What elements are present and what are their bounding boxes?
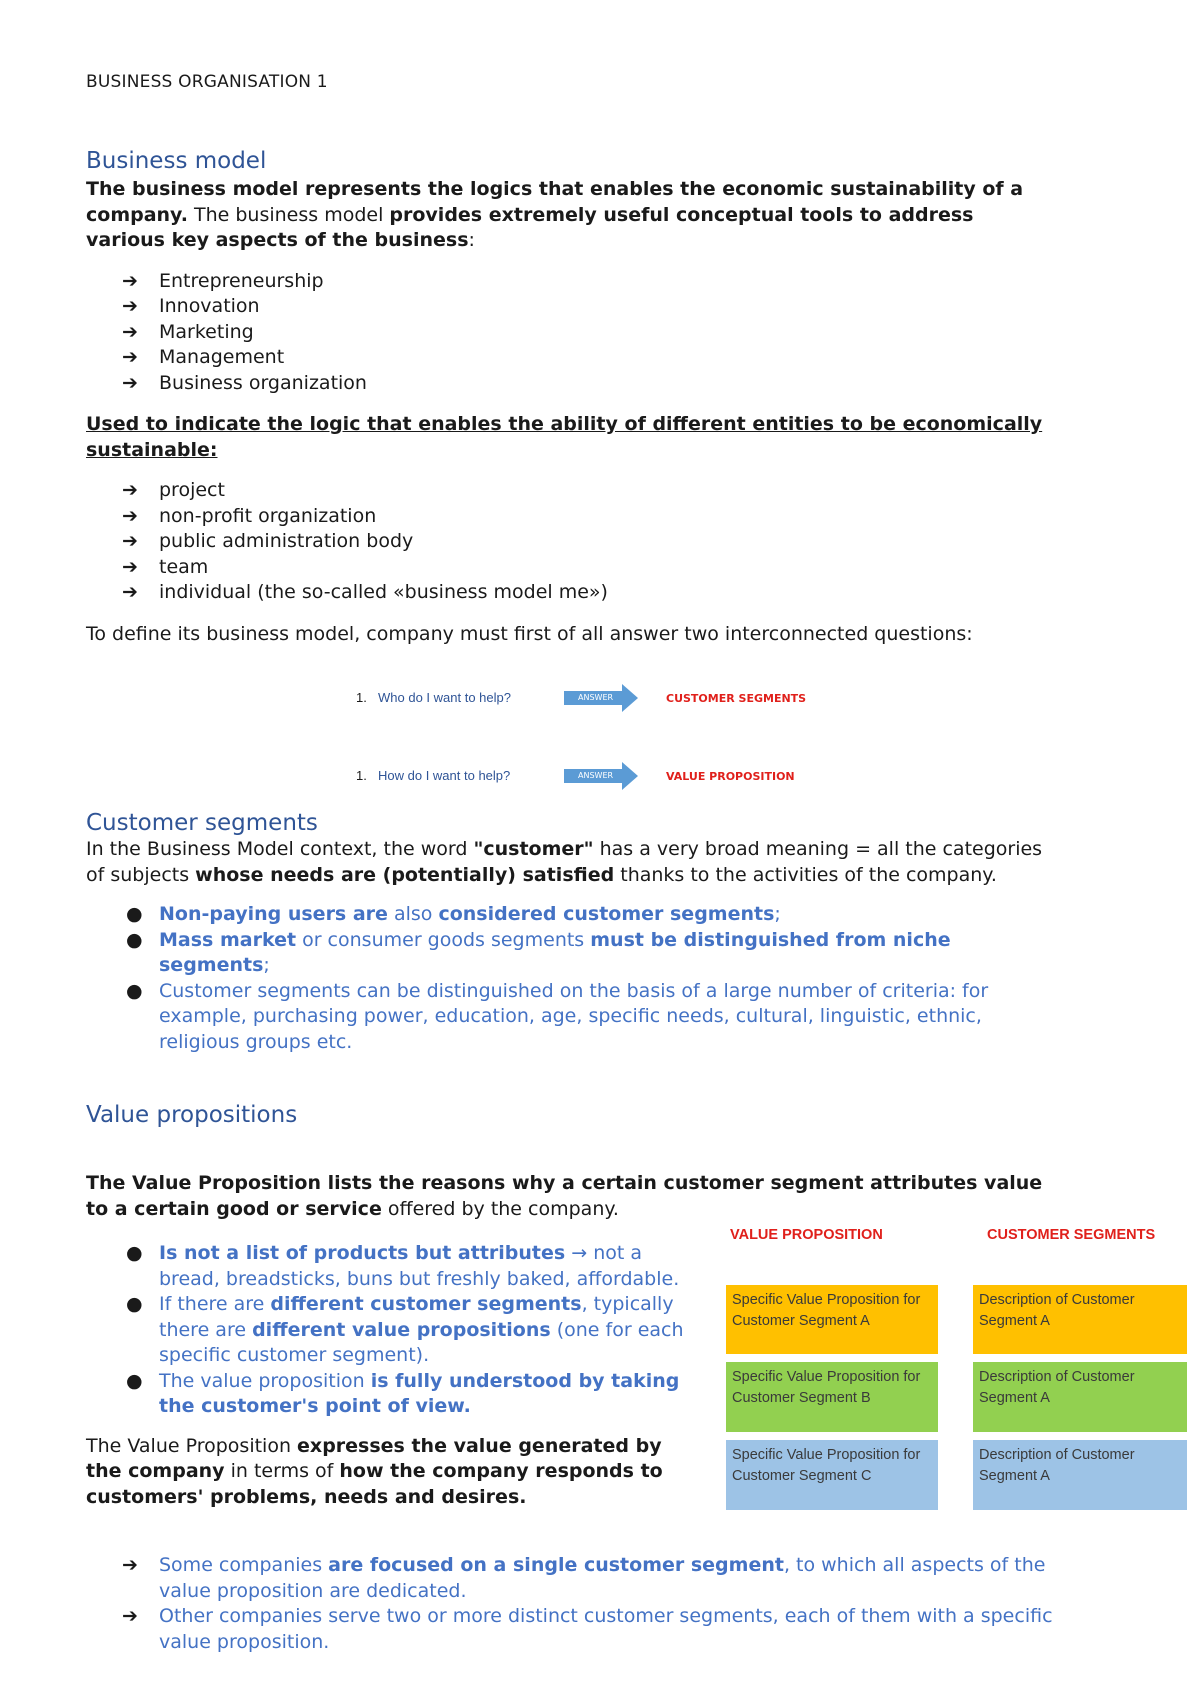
vp-table-head-left: VALUE PROPOSITION xyxy=(730,1227,883,1243)
list-item: ➔ project xyxy=(86,478,1046,504)
arrow-icon: ➔ xyxy=(122,269,138,292)
bullet-icon: ● xyxy=(126,903,143,925)
list-item: ➔ Marketing xyxy=(86,320,1046,346)
list-item: ● Customer segments can be distinguished on the basis of a large number of criteria: for example, purchasing power, education, age, specific needs, cultural, linguistic, ethnic, religious groups etc. xyxy=(126,979,989,1053)
segment-box-a: Description of Customer Segment A xyxy=(973,1285,1187,1354)
define-text: To define its business model, company must first of all answer two interconnected questions: xyxy=(86,622,973,645)
intro-bold-1: The business model represents the logics that enables the economic sustainability of a company. xyxy=(86,178,1024,226)
value-proposition-left-column xyxy=(86,1241,686,1510)
list-item: ➔ Management xyxy=(86,345,1046,371)
arrow-icon: ➔ xyxy=(122,530,138,552)
value-proposition-list xyxy=(86,1241,686,1420)
intro-bold-2: provides extremely useful conceptual tools to address various key aspects of the business xyxy=(86,203,974,251)
vp-box-a: Specific Value Proposition for Customer Segment A xyxy=(726,1285,938,1354)
list-item: ● Non-paying users are also considered customer segments; xyxy=(86,902,1046,928)
companies-list xyxy=(86,1553,1066,1655)
list-item: ➔ Some companies are focused on a single customer segment, to which all aspects of the value proposition are dedicated. xyxy=(122,1554,1046,1602)
intro-end: : xyxy=(468,229,475,251)
bullet-icon: ● xyxy=(126,1293,143,1315)
business-model-intro xyxy=(86,177,1046,254)
vp-table-head-right: CUSTOMER SEGMENTS xyxy=(987,1227,1156,1243)
value-proposition-arrows xyxy=(86,1553,1066,1655)
arrow-icon: ➔ xyxy=(122,346,138,368)
value-proposition-expression: The Value Proposition expresses the value generated by the company in terms of how the company responds to customers' problems, needs and desires. xyxy=(86,1434,663,1508)
list-item: ● Is not a list of products but attributes → not a bread, breadsticks, buns but freshly baked, affordable. xyxy=(126,1242,680,1290)
customer-definition: In the Business Model context, the word "customer" has a very broad meaning = all the categories of subjects whose needs are (potentially) satisfied thanks to the activities of the company. xyxy=(86,838,1043,886)
intro-plain: The business model xyxy=(187,203,390,226)
list-item: ➔ non-profit organization xyxy=(86,504,1046,530)
entities-list xyxy=(86,478,1046,606)
customer-segments-section xyxy=(86,810,1046,1055)
question-1-text: Who do I want to help? xyxy=(378,690,511,705)
arrow-icon: ➔ xyxy=(122,1554,138,1576)
list-item: ➔ public administration body xyxy=(86,529,1046,555)
arrow-icon: ➔ xyxy=(122,581,138,603)
segment-box-b: Description of Customer Segment A xyxy=(973,1362,1187,1432)
question-2-result: VALUE PROPOSITION xyxy=(666,770,795,783)
customer-segments-list xyxy=(86,902,1046,1055)
list-item: ● If there are different customer segments, typically there are different value propositions (one for each specific customer segment). xyxy=(126,1293,684,1366)
question-2-number: 1. xyxy=(356,768,367,783)
bullet-icon: ● xyxy=(126,1242,143,1264)
question-2-text: How do I want to help? xyxy=(378,768,511,783)
arrow-icon: ➔ xyxy=(122,371,138,394)
arrow-icon: ➔ xyxy=(122,555,138,578)
value-proposition-lead: The Value Proposition lists the reasons why a certain customer segment attributes value to a certain good or service offered by the company. xyxy=(86,1172,1043,1220)
list-item: ➔ team xyxy=(86,555,1046,581)
arrow-icon: ➔ xyxy=(122,479,138,501)
aspects-list xyxy=(86,269,1046,397)
arrow-icon: ➔ xyxy=(122,1605,138,1627)
question-1-result: CUSTOMER SEGMENTS xyxy=(666,692,807,705)
vp-box-c: Specific Value Proposition for Customer Segment C xyxy=(726,1440,938,1510)
arrow-icon: ➔ xyxy=(122,295,138,317)
list-item: ● Mass market or consumer goods segments must be distinguished from niche segments; xyxy=(126,928,951,976)
answer-label: ANSWER xyxy=(578,693,614,702)
business-model-title: Business model xyxy=(86,148,267,174)
customer-segments-title: Customer segments xyxy=(86,810,318,836)
vp-box-b: Specific Value Proposition for Customer Segment B xyxy=(726,1362,938,1432)
list-item: ➔ Business organization xyxy=(86,371,1046,397)
list-item: ➔ Other companies serve two or more distinct customer segments, each of them with a specific value proposition. xyxy=(122,1605,1053,1653)
segment-box-c: Description of Customer Segment A xyxy=(973,1440,1187,1510)
list-item: ➔ individual (the so-called «business model me») xyxy=(86,580,1046,606)
question-1-number: 1. xyxy=(356,690,367,705)
business-model-section xyxy=(86,148,1046,647)
arrow-icon: ➔ xyxy=(122,320,138,343)
list-item: ➔ Innovation xyxy=(86,294,1046,320)
list-item: ➔ Entrepreneurship xyxy=(86,269,1046,295)
value-propositions-section xyxy=(86,1102,1046,1222)
arrow-icon: ➔ xyxy=(122,504,138,527)
entities-heading: Used to indicate the logic that enables the ability of different entities to be economically sustainable: xyxy=(86,413,1043,461)
list-item: ● The value proposition is fully understood by taking the customer's point of view. xyxy=(126,1369,680,1417)
answer-label: ANSWER xyxy=(578,771,614,780)
answer-arrow-1 xyxy=(564,684,638,716)
bullet-icon: ● xyxy=(126,1369,143,1392)
page-header: BUSINESS ORGANISATION 1 xyxy=(86,72,328,92)
bullet-icon: ● xyxy=(126,928,143,951)
value-propositions-title: Value propositions xyxy=(86,1102,298,1128)
answer-arrow-2 xyxy=(564,762,638,794)
bullet-icon: ● xyxy=(126,979,143,1002)
